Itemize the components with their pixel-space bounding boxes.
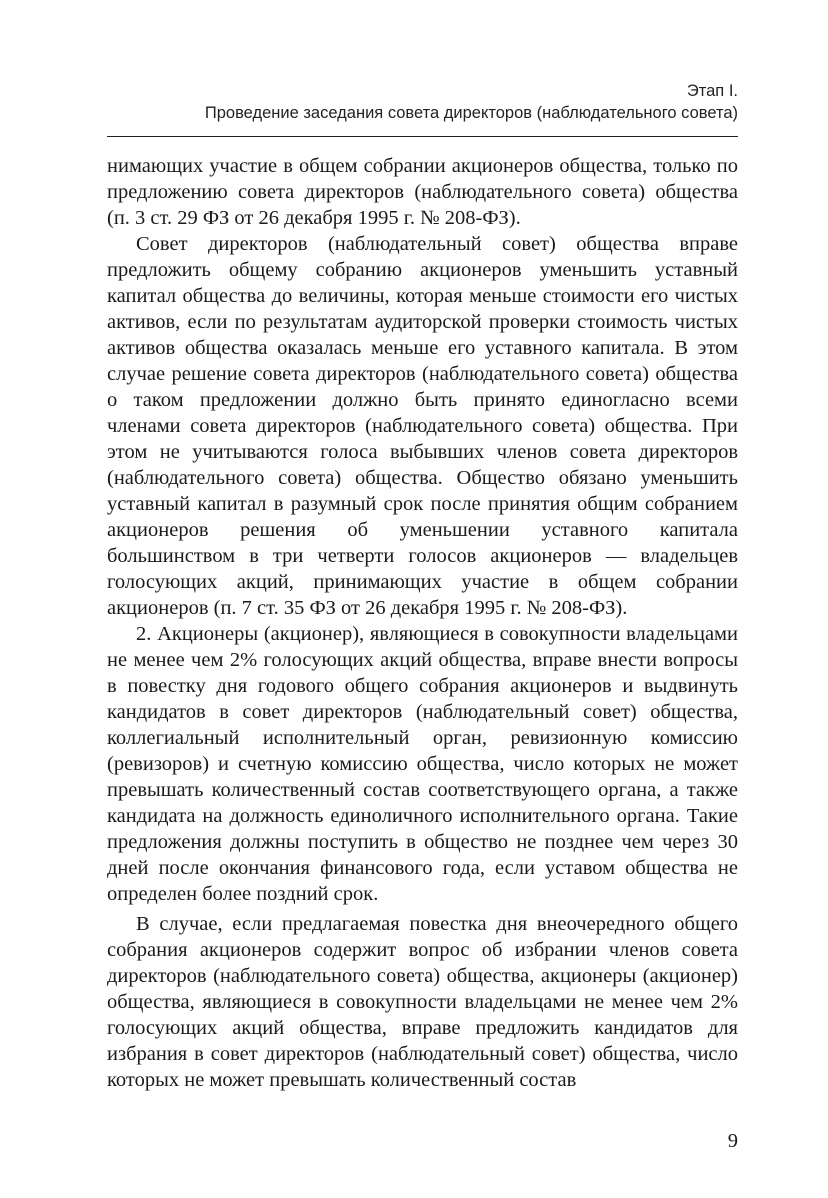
header-divider	[107, 136, 738, 137]
header-stage: Этап I.	[686, 82, 738, 100]
paragraph-continuation: нимающих участие в общем собрании акционеров общества, только по предложению совета директоров (наблюдательного совета) общества (п. 3 ст. 29 ФЗ от 26 декабря 1995 г. № 208-ФЗ).	[107, 155, 738, 229]
paragraph: Совет директоров (наблюдательный совет) общества вправе предложить общему собранию акционеров уменьшить уставный капитал общества до величины, которая меньше стоимости его чистых активов, если по результатам аудиторской проверки стоимость чистых активов общества оказалась меньше его уставного капитала. В этом случае решение совета директоров (наблюдательного совета) общества о таком предложении должно быть принято единогласно всеми членами совета директоров (наблюдательного совета) общества. При этом не учитываются голоса выбывших членов совета директоров (наблюдательного совета) общества. Общество обязано уменьшить уставный капитал в разумный срок после принятия общим собранием акционеров решения об уменьшении уставного капитала большинством в три четверти голосов акционеров — владельцев голосующих акций, принимающих участие в общем собрании акционеров (п. 7 ст. 35 ФЗ от 26 декабря 1995 г. № 208-ФЗ).	[107, 233, 738, 619]
paragraph: 2. Акционеры (акционер), являющиеся в совокупности владельцами не менее чем 2% голосующих акций общества, вправе внести вопросы в повестку дня годового общего собрания акционеров и выдвинуть кандидатов в совет директоров (наблюдательный совет) общества, коллегиальный исполнительный орган, ревизионную комиссию (ревизоров) и счетную комиссию общества, число которых не может превышать количественный состав соответствующего органа, а также кандидата на должность единоличного исполнительного органа. Такие предложения должны поступить в общество не позднее чем через 30 дней после окончания финансового года, если уставом общества не определен более поздний срок.	[107, 623, 738, 905]
header-title: Проведение заседания совета директоров (наблюдательного совета)	[204, 104, 738, 122]
page-body	[107, 153, 738, 1093]
running-header	[107, 80, 738, 124]
paragraph: В случае, если предлагаемая повестка дня внеочередного общего собрания акционеров содержит вопрос об избрании членов совета директоров (наблюдательного совета) общества, акционеры (акционер) общества, являющиеся в совокупности владельцами не менее чем 2% голосующих акций общества, вправе предложить кандидатов для избрания в совет директоров (наблюдательный совет) общества, число которых не может превышать количественный состав	[107, 913, 738, 1091]
page-number: 9	[727, 1130, 738, 1152]
